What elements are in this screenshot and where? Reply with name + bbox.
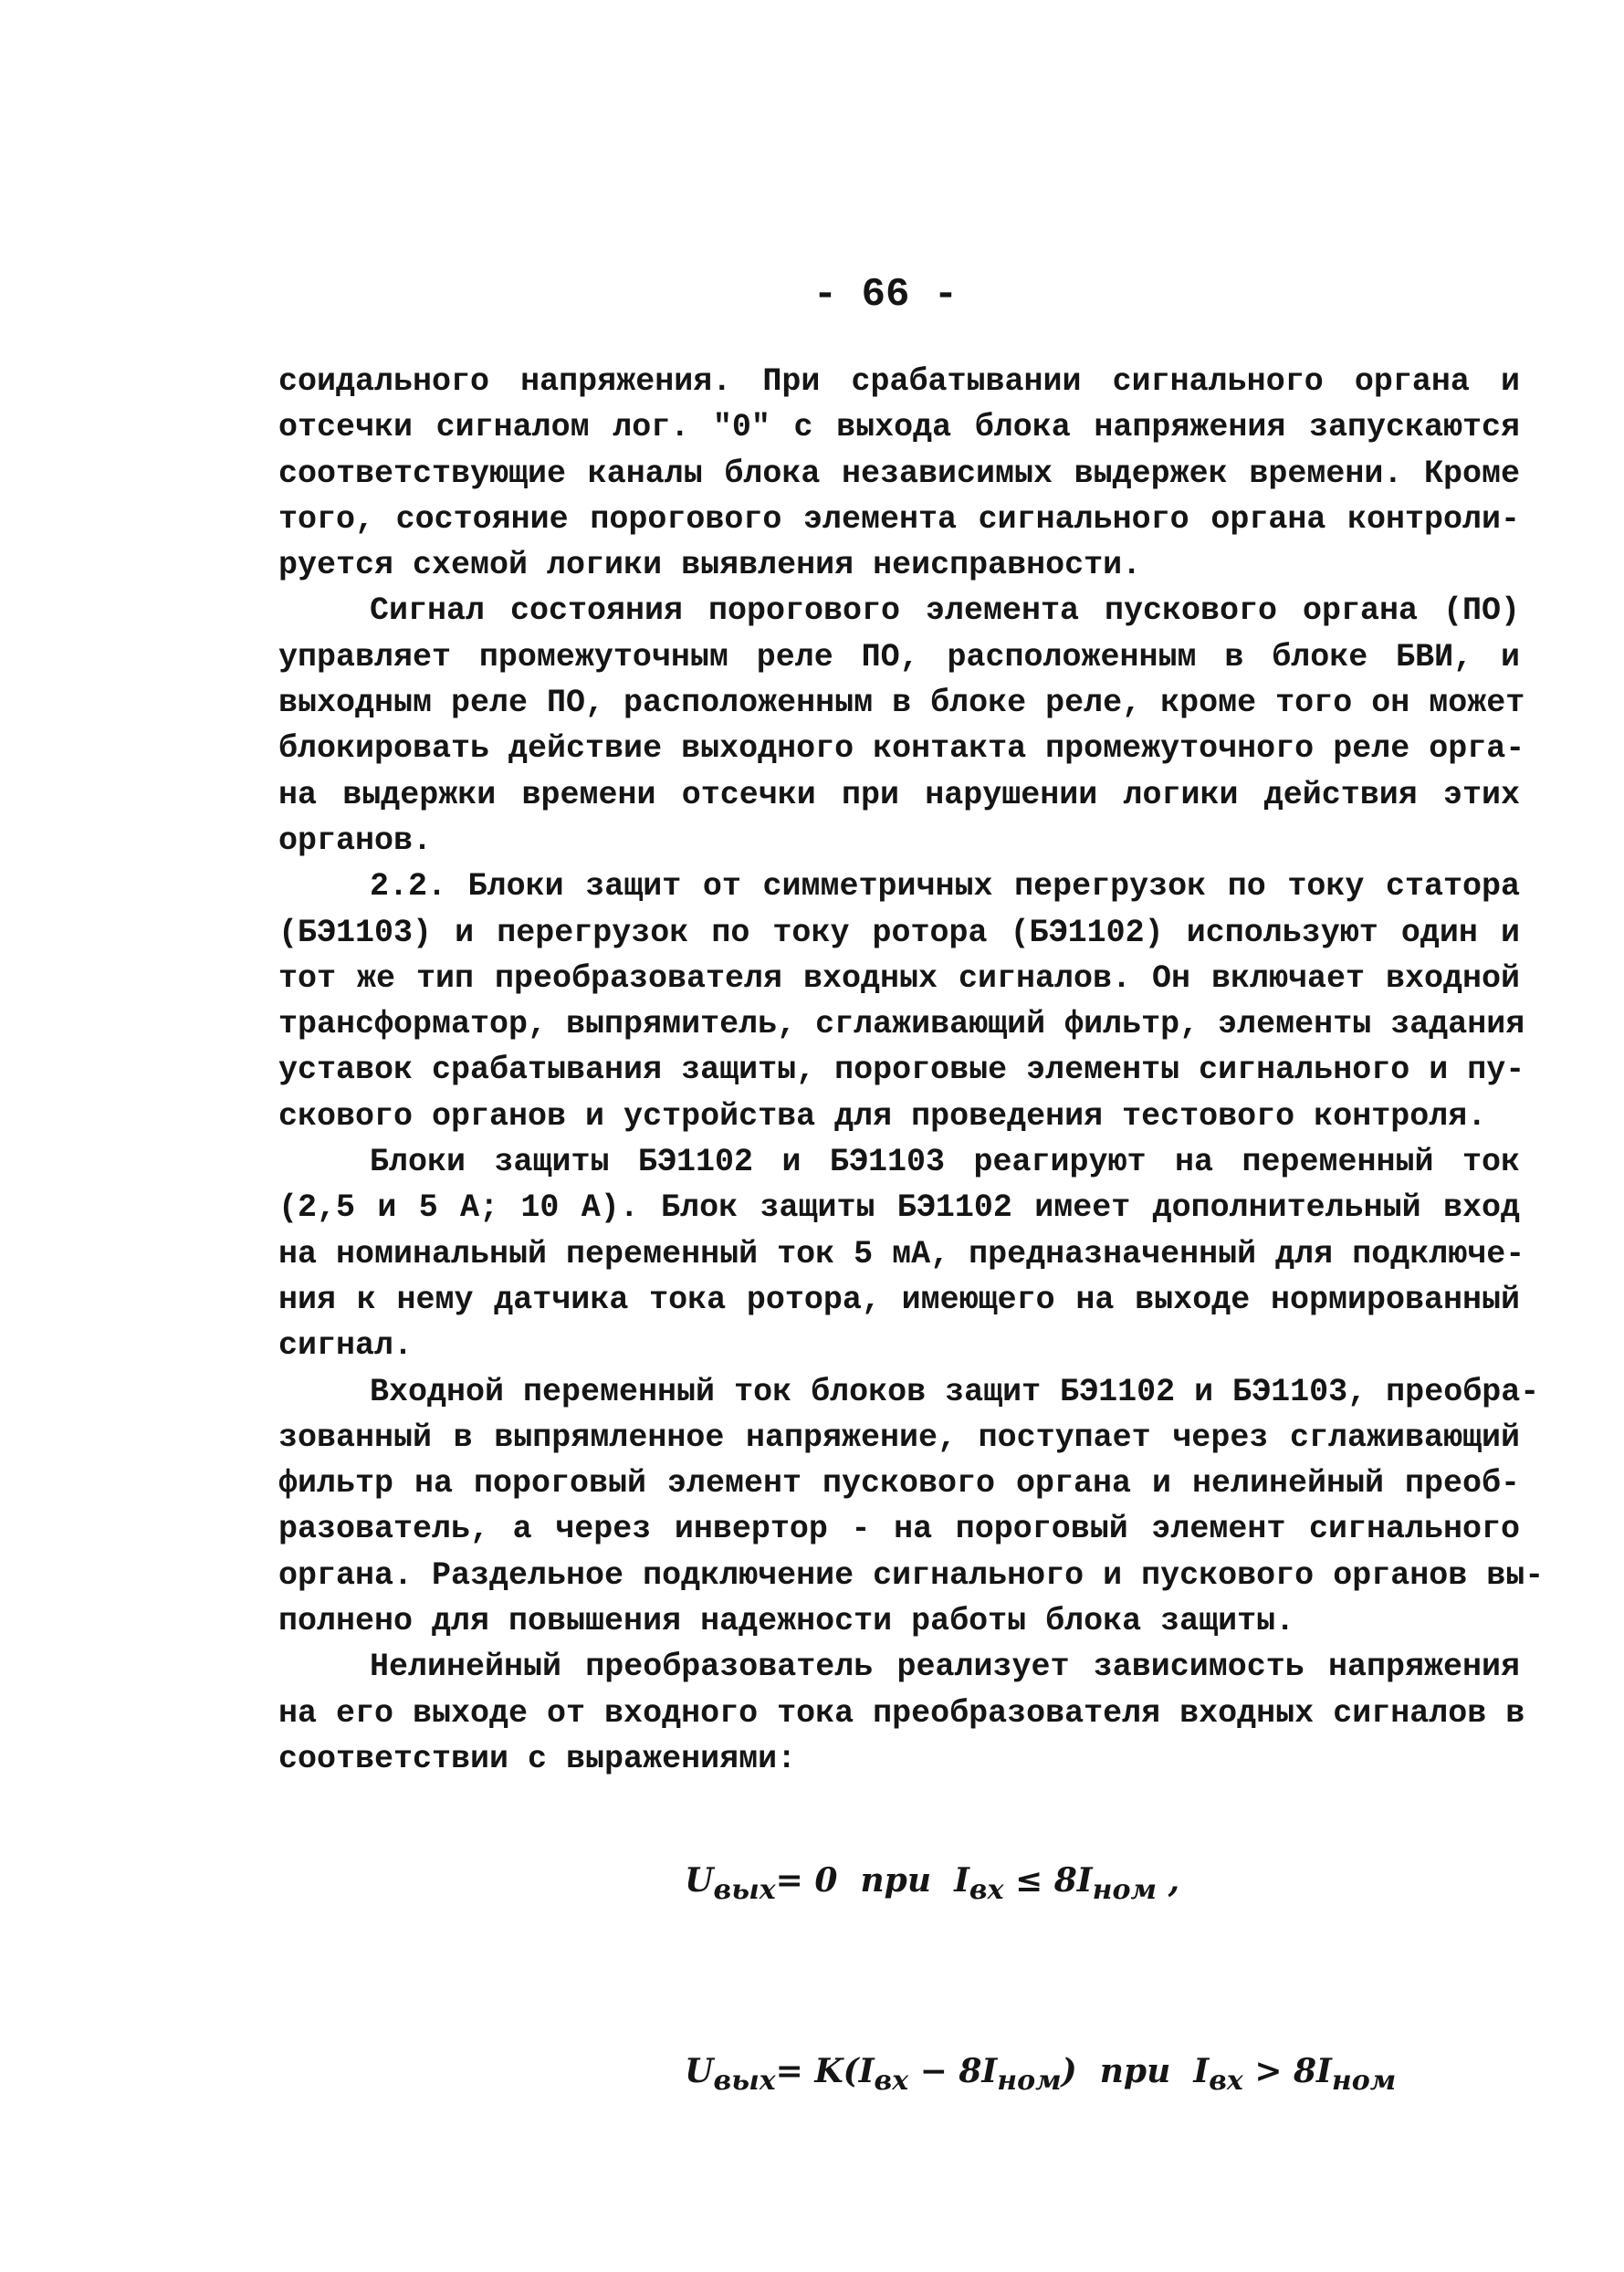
formula-1-lhs: U xyxy=(685,1861,714,1900)
paragraph-line: выходным реле ПО, расположенным в блоке реле, кроме того он может xyxy=(278,685,1525,722)
paragraph-line: ния к нему датчика тока ротора, имеющего на выходе нормированный xyxy=(278,1281,1520,1318)
formula-2-var: I xyxy=(1193,2052,1210,2091)
formula-2-lhs: U xyxy=(685,2052,714,2091)
paragraph-line: фильтр на пороговый элемент пускового органа и нелинейный преоб- xyxy=(278,1465,1520,1502)
paragraph-line: на его выходе от входного тока преобразователя входных сигналов в xyxy=(278,1694,1525,1732)
paragraph-line: Сигнал состояния порогового элемента пускового органа (ПО) xyxy=(370,592,1520,630)
paragraph-line: полнено для повышения надежности работы блока защиты. xyxy=(278,1603,1295,1640)
formula-2-mid: − 8I xyxy=(908,2052,998,2091)
paragraph-line: соответствующие каналы блока независимых выдержек времени. Кроме xyxy=(278,455,1520,492)
paragraph-line: уставок срабатывания защиты, пороговые элементы сигнального и пу- xyxy=(278,1052,1525,1089)
formula-1-cond-sub: ном xyxy=(1092,1874,1158,1907)
formula-2-var-sub: вх xyxy=(1209,2065,1243,2098)
formula-block xyxy=(639,1812,1397,2150)
paragraph-line: сигнал. xyxy=(278,1327,414,1365)
formula-line-2 xyxy=(639,2003,1397,2150)
paragraph-line: 2.2. Блоки защит от симметричных перегрузок по току статора xyxy=(370,868,1520,906)
paragraph-line: управляет промежуточным реле ПО, расположенным в блоке БВИ, и xyxy=(278,638,1520,675)
formula-1-tail: , xyxy=(1157,1861,1180,1900)
paragraph-line: (2,5 и 5 А; 10 А). Блок защиты БЭ1102 имеет дополнительный вход xyxy=(278,1189,1520,1227)
paragraph-line: тот же тип преобразователя входных сигналов. Он включает входной xyxy=(278,959,1520,997)
formula-2-rel: = K(I xyxy=(775,2052,875,2091)
paragraph-line: соответствии с выражениями: xyxy=(278,1740,797,1777)
paragraph-line: трансформатор, выпрямитель, сглаживающий фильтр, элементы задания xyxy=(278,1006,1525,1043)
paragraph-line: руется схемой логики выявления неисправности. xyxy=(278,547,1142,584)
paragraph-line: органов. xyxy=(278,822,433,859)
paragraph-line: зованный в выпрямленное напряжение, поступает через сглаживающий xyxy=(278,1419,1520,1456)
formula-1-var-sub: вх xyxy=(969,1874,1004,1907)
formula-1-var: I xyxy=(954,1861,969,1900)
paragraph xyxy=(278,1369,1545,1645)
paragraph-line: соидального напряжения. При срабатывании сигнального органа и xyxy=(278,363,1520,400)
paragraph xyxy=(278,864,1525,1139)
paragraph-line: на номинальный переменный ток 5 мА, предназначенный для подключе- xyxy=(278,1235,1525,1272)
formula-2-cond: > 8I xyxy=(1242,2052,1332,2091)
paragraph-line: Нелинейный преобразователь реализует зависимость напряжения xyxy=(370,1649,1520,1686)
formula-2-rel-sub: вх xyxy=(874,2065,909,2098)
paragraph-line: Блоки защиты БЭ1102 и БЭ1103 реагируют на переменный ток xyxy=(370,1144,1520,1181)
formula-1-cond: ≤ 8I xyxy=(1003,1861,1093,1900)
formula-1-lhs-sub: вых xyxy=(713,1874,776,1907)
formula-1-rel: = 0 при xyxy=(775,1861,955,1900)
document-body xyxy=(278,359,1545,1782)
formula-line-1 xyxy=(639,1812,1369,1959)
formula-2-mid-sub: ном xyxy=(997,2065,1062,2098)
paragraph-line: блокировать действие выходного контакта промежуточного реле орга- xyxy=(278,730,1525,768)
paragraph-line: на выдержки времени отсечки при нарушении логики действия этих xyxy=(278,776,1520,813)
paragraph-line: отсечки сигналом лог. "0" с выхода блока напряжения запускаются xyxy=(278,409,1520,446)
paragraph xyxy=(278,1139,1525,1368)
paragraph-line: (БЭ1103) и перегрузок по току ротора (БЭ1102) используют один и xyxy=(278,914,1520,951)
paragraph-line: органа. Раздельное подключение сигнального и пускового органов вы- xyxy=(278,1556,1545,1594)
paragraph xyxy=(278,359,1520,588)
formula-2-cond-sub: ном xyxy=(1331,2065,1397,2098)
paragraph-line: того, состояние порогового элемента сигнального органа контроли- xyxy=(278,500,1520,538)
paragraph-line: Входной переменный ток блоков защит БЭ1102 и БЭ1103, преобра- xyxy=(370,1373,1540,1410)
paragraph-line: разователь, а через инвертор - на пороговый элемент сигнального xyxy=(278,1511,1520,1548)
formula-2-close: ) при xyxy=(1061,2052,1194,2091)
formula-2-lhs-sub: вых xyxy=(713,2065,776,2098)
paragraph-line: скового органов и устройства для проведения тестового контроля. xyxy=(278,1097,1487,1135)
paragraph xyxy=(278,1644,1525,1782)
paragraph xyxy=(278,588,1525,864)
page-number: - 66 - xyxy=(812,272,959,318)
